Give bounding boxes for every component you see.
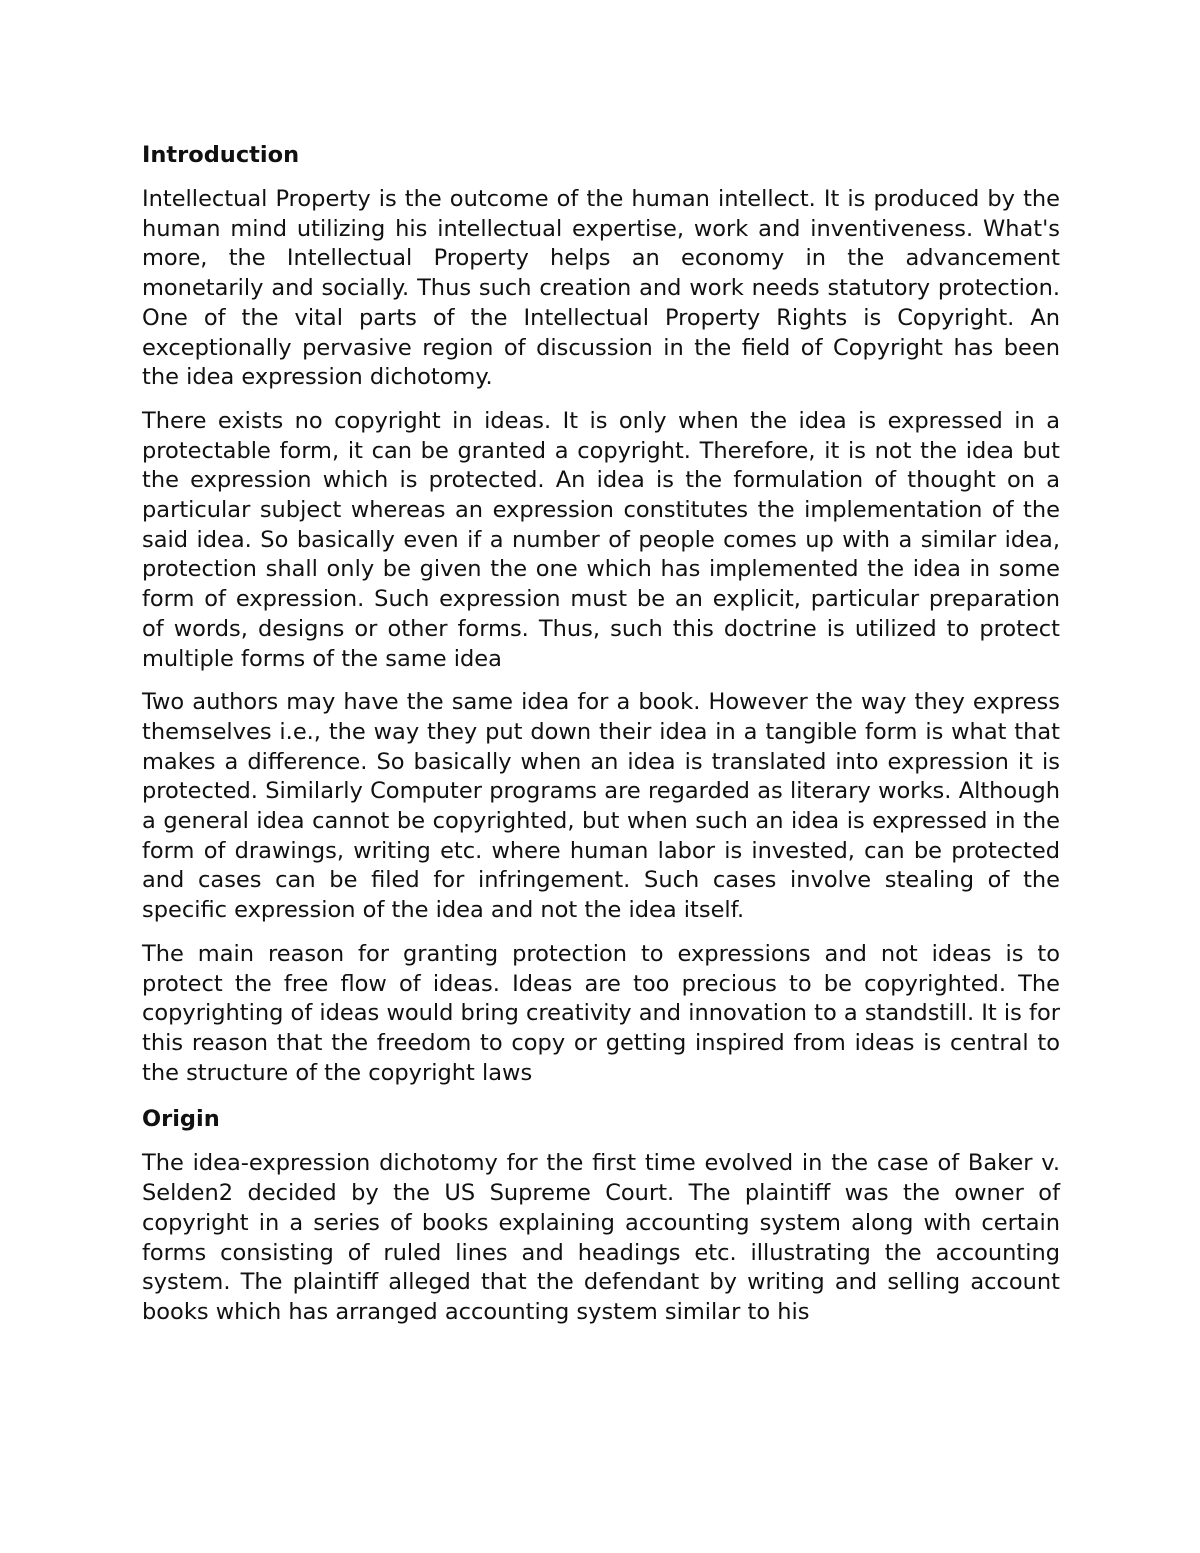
paragraph: The main reason for granting protection to expressions and not ideas is to protect the free flow of ideas. Ideas are too precious to be copyrighted. The copyrighting of ideas would bring creativity and innovation to a standstill. It is for this reason that the freedom to copy or getting inspired from ideas is central to the structure of the copyright laws	[142, 940, 1060, 1086]
document-page	[142, 138, 1060, 1342]
paragraph: The idea-expression dichotomy for the first time evolved in the case of Baker v. Selden2 decided by the US Supreme Court. The plaintiff was the owner of copyright in a series of books explaining accounting system along with certain forms consisting of ruled lines and headings etc. illustrating the accounting system. The plaintiff alleged that the defendant by writing and selling account books which has arranged accounting system similar to his	[142, 1150, 1060, 1325]
paragraph: There exists no copyright in ideas. It is only when the idea is expressed in a protectable form, it can be granted a copyright. Therefore, it is not the idea but the expression which is protected. An idea is the formulation of thought on a particular subject whereas an expression constitutes the implementation of the said idea. So basically even if a number of people comes up with a similar idea, protection shall only be given the one which has implemented the idea in some form of expression. Such expression must be an explicit, particular preparation of words, designs or other forms. Thus, such this doctrine is utilized to protect multiple forms of the same idea	[142, 407, 1060, 672]
section-heading-origin: Origin	[142, 1106, 220, 1133]
section-heading-introduction: Introduction	[142, 142, 300, 168]
paragraph: Intellectual Property is the outcome of the human intellect. It is produced by the human mind utilizing his intellectual expertise, work and inventiveness. What's more, the Intellectual Property helps an economy in the advancement monetarily and socially. Thus such creation and work needs statutory protection. One of the vital parts of the Intellectual Property Rights is Copyright. An exceptionally pervasive region of discussion in the field of Copyright has been the idea expression dichotomy.	[142, 186, 1060, 391]
paragraph: Two authors may have the same idea for a book. However the way they express themselves i.e., the way they put down their idea in a tangible form is what that makes a difference. So basically when an idea is translated into expression it is protected. Similarly Computer programs are regarded as literary works. Although a general idea cannot be copyrighted, but when such an idea is expressed in the form of drawings, writing etc. where human labor is invested, can be protected and cases can be filed for infringement. Such cases involve stealing of the specific expression of the idea and not the idea itself.	[142, 689, 1060, 924]
